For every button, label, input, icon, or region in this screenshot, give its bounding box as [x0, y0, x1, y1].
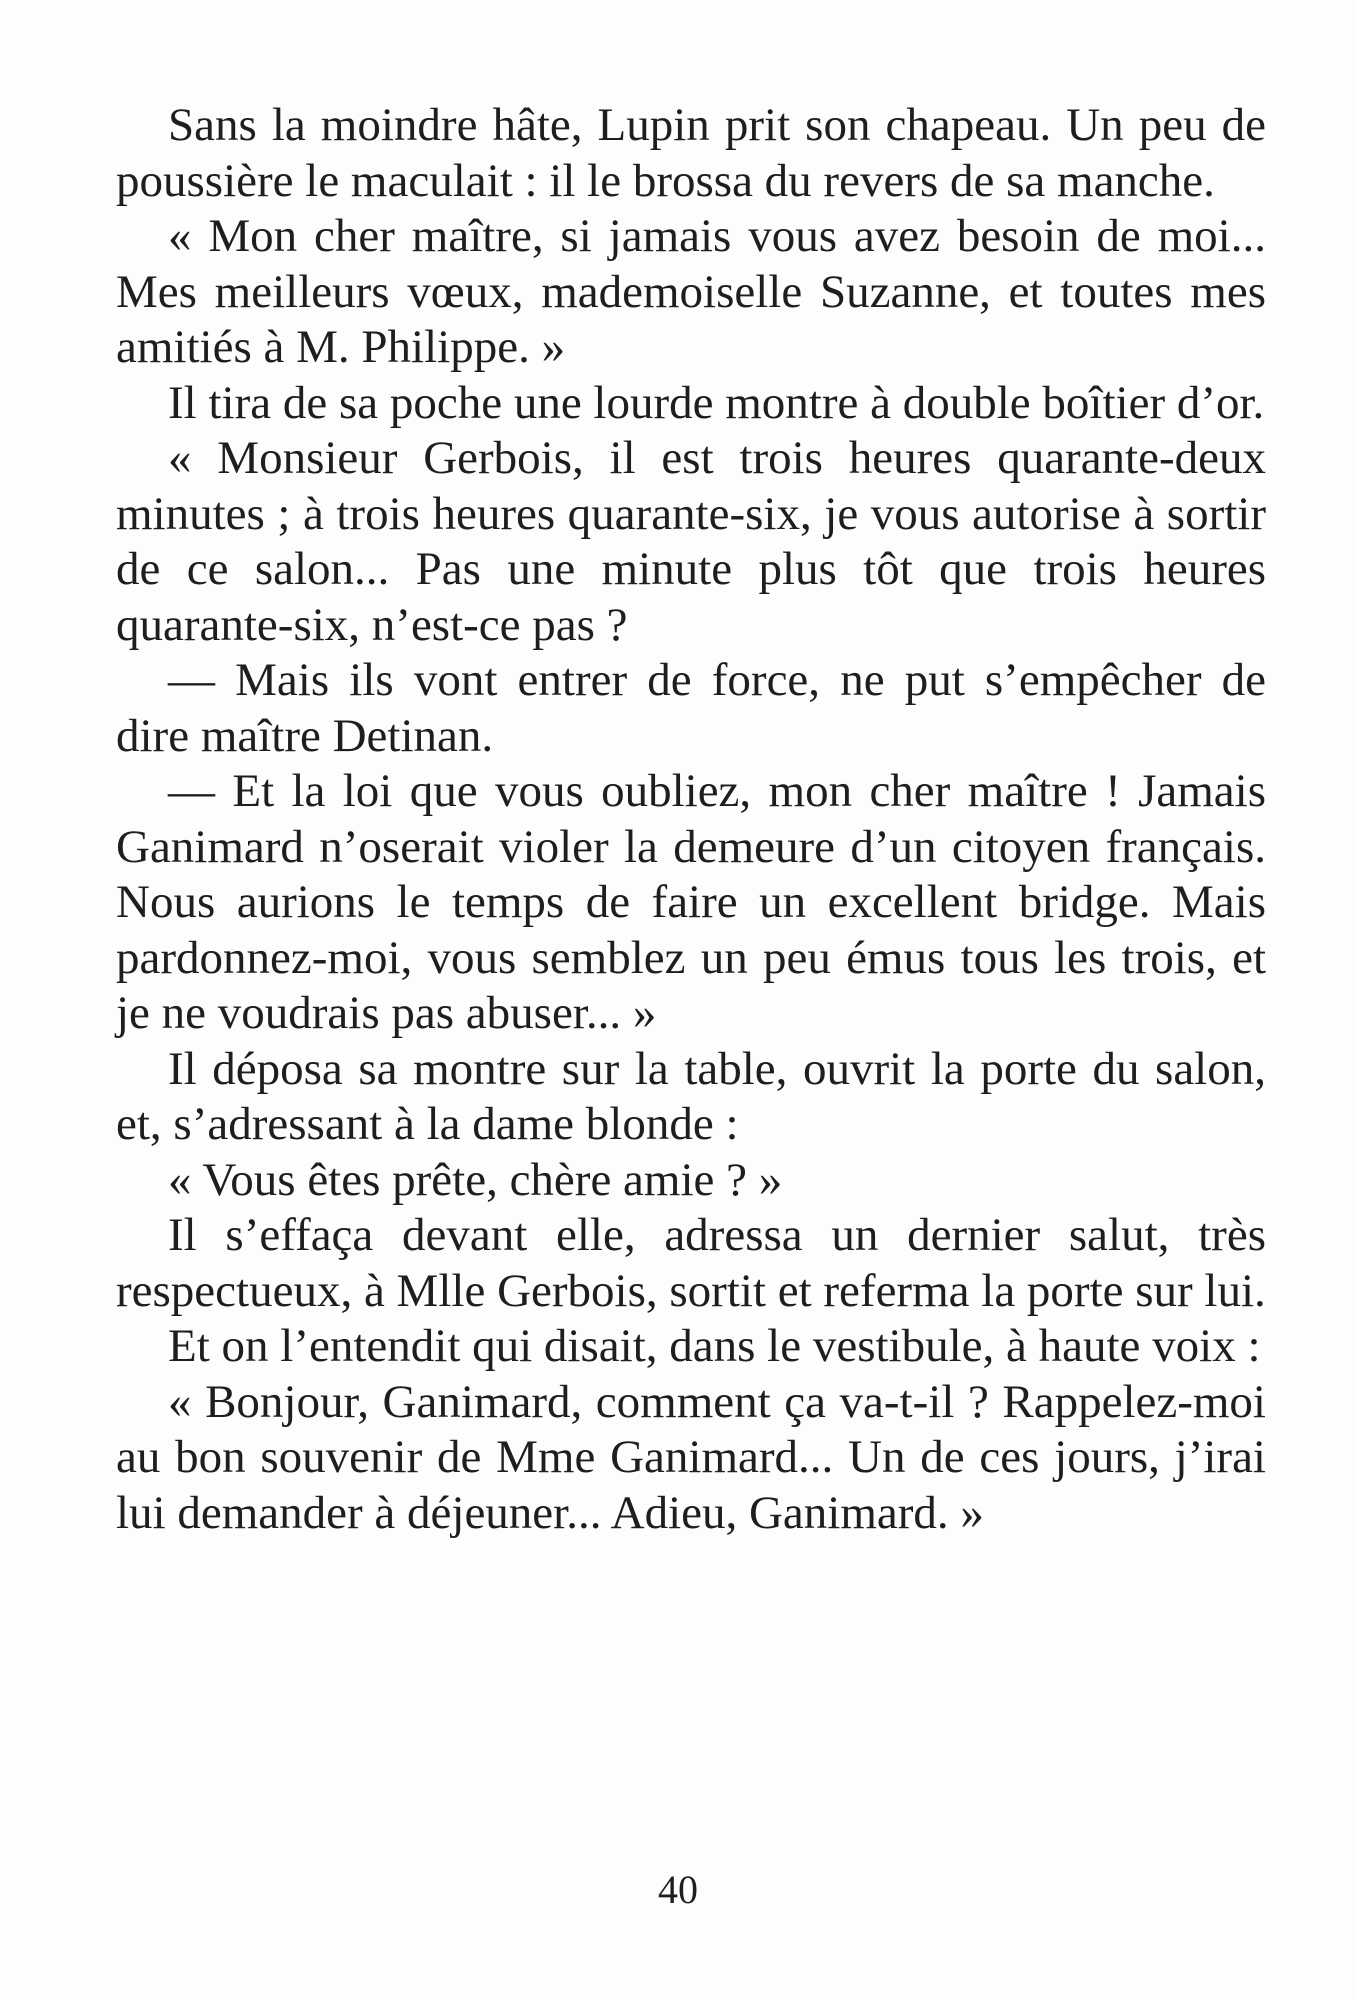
paragraph-3: Il tira de sa poche une lourde montre à double boîtier d’or. — [168, 376, 1265, 429]
paragraph-5: — Mais ils vont entrer de force, ne put s’empêcher de dire maître Detinan. — [116, 654, 1266, 762]
paragraph-11: « Bonjour, Ganimard, comment ça va-t-il ? Rappelez-moi au bon souvenir de Mme Ganimard... Un de ces jours, j’irai lui demander à déjeuner... Adieu, Ganimard. » — [116, 1375, 1266, 1539]
page-number: 40 — [658, 1867, 698, 1912]
paragraph-1: Sans la moindre hâte, Lupin prit son chapeau. Un peu de poussière le maculait : il le brossa du revers de sa manche. — [116, 99, 1266, 207]
paragraph-7: Il déposa sa montre sur la table, ouvrit la porte du salon, et, s’adressant à la dame blonde : — [116, 1042, 1266, 1150]
paragraph-4: « Monsieur Gerbois, il est trois heures quarante-deux minutes ; à trois heures quarante-six, je vous autorise à sortir de ce salon... Pas une minute plus tôt que trois heures quarante-six, n’est-ce pas ? — [116, 432, 1266, 651]
body-text — [116, 98, 1266, 1541]
paragraph-10: Et on l’entendit qui disait, dans le vestibule, à haute voix : — [168, 1320, 1261, 1372]
paragraph-9: Il s’effaça devant elle, adressa un dernier salut, très respectueux, à Mlle Gerbois, sortit et referma la porte sur lui. — [116, 1209, 1266, 1317]
paragraph-8: « Vous êtes prête, chère amie ? » — [168, 1153, 783, 1206]
paragraph-6: — Et la loi que vous oubliez, mon cher maître ! Jamais Ganimard n’oserait violer la demeure d’un citoyen français. Nous aurions le temps de faire un excellent bridge. Mais pardonnez-moi, vous semblez un peu émus tous les trois, et je ne voudrais pas abuser... » — [116, 765, 1266, 1039]
paragraph-2: « Mon cher maître, si jamais vous avez besoin de moi... Mes meilleurs vœux, mademoiselle Suzanne, et toutes mes amitiés à M. Philippe. » — [116, 210, 1266, 373]
